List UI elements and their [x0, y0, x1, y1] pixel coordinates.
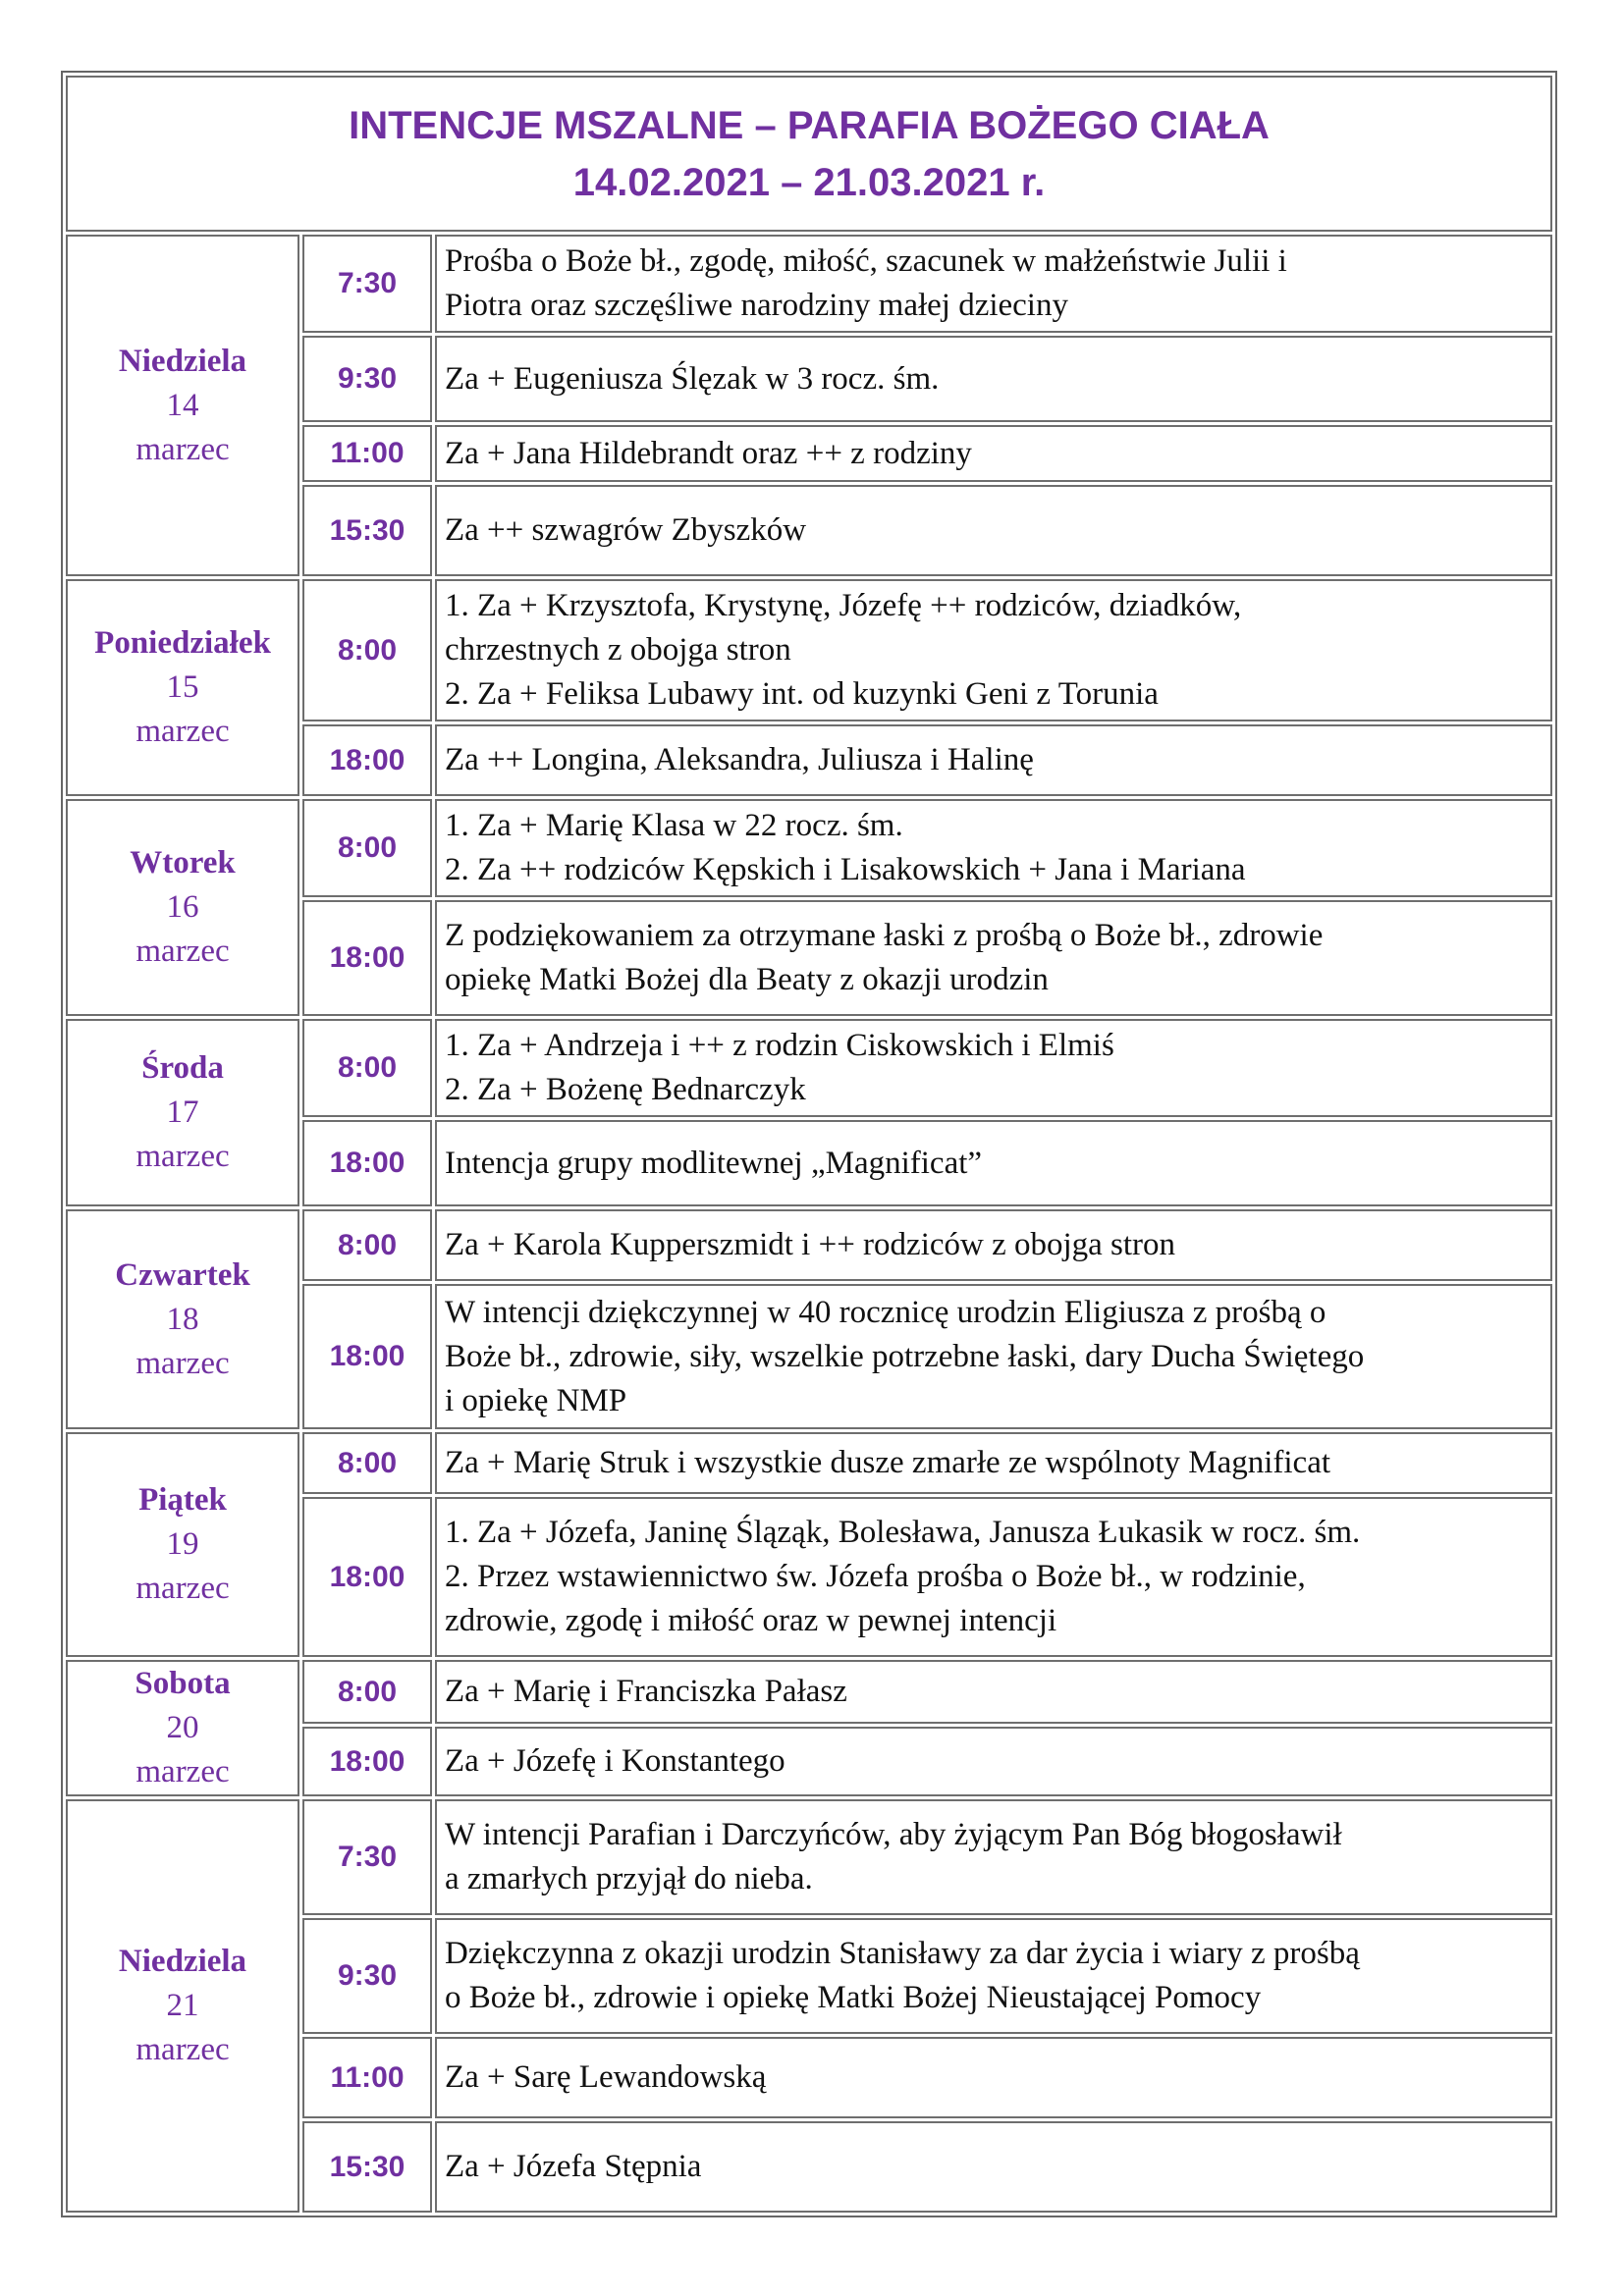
intention-text: W intencji dziękczynnej w 40 rocznicę urodzin Eligiusza z prośbą o — [445, 1294, 1326, 1330]
mass-time: 9:30 — [302, 336, 432, 422]
intention-text: Dziękczynna z okazji urodzin Stanisławy za dar życia i wiary z prośbą — [445, 1936, 1360, 1971]
mass-time: 18:00 — [302, 1120, 432, 1206]
intention-text: Za + Marię Struk i wszystkie dusze zmarłe ze wspólnoty Magnificat — [445, 1445, 1331, 1480]
day-num: 15 — [166, 669, 199, 705]
intention-cell — [435, 1727, 1552, 1796]
intention-cell — [435, 1209, 1552, 1281]
intention-cell — [435, 1918, 1552, 2034]
intention-text: Za ++ szwagrów Zbyszków — [445, 512, 807, 548]
intention-text: Za + Marię i Franciszka Pałasz — [445, 1674, 847, 1710]
mass-time: 8:00 — [302, 1209, 432, 1281]
mass-time: 8:00 — [302, 579, 432, 721]
intention-cell — [435, 900, 1552, 1016]
day-name: Wtorek — [130, 845, 236, 881]
intention-cell — [435, 1019, 1552, 1117]
intention-text: Za + Karola Kupperszmidt i ++ rodziców z obojga stron — [445, 1227, 1176, 1262]
intention-text: i opiekę NMP — [445, 1382, 627, 1418]
date-range: 14.02.2021 – 21.03.2021 r. — [572, 160, 1046, 204]
table-row — [66, 235, 1552, 333]
day-cell — [66, 1209, 299, 1429]
day-month: marzec — [135, 1754, 230, 1789]
day-name: Poniedziałek — [94, 625, 271, 661]
day-num: 19 — [166, 1526, 199, 1562]
day-num: 18 — [166, 1301, 199, 1337]
day-name: Niedziela — [118, 1944, 247, 1979]
intention-text: 2. Za + Feliksa Lubawy int. od kuzynki Geni z Torunia — [445, 676, 1159, 712]
table-row — [66, 1660, 1552, 1724]
intention-cell — [435, 2037, 1552, 2118]
intention-text: 1. Za + Józefa, Janinę Śląząk, Bolesława, Janusza Łukasik w rocz. śm. — [445, 1515, 1361, 1550]
intention-text: o Boże bł., zdrowie i opiekę Matki Bożej Nieustającej Pomocy — [445, 1980, 1262, 2015]
table-row — [66, 1432, 1552, 1494]
day-month: marzec — [135, 1571, 230, 1606]
day-cell — [66, 1660, 299, 1796]
intention-text: 1. Za + Marię Klasa w 22 rocz. śm. — [445, 808, 903, 843]
table-row — [66, 799, 1552, 897]
table-body — [66, 76, 1552, 2213]
title-cell — [66, 76, 1552, 232]
intention-text: W intencji Parafian i Darczyńców, aby żyjącym Pan Bóg błogosławił — [445, 1817, 1342, 1852]
intention-text: 2. Za ++ rodziców Kępskich i Lisakowskich + Jana i Mariana — [445, 852, 1246, 887]
day-cell — [66, 1019, 299, 1206]
mass-time: 8:00 — [302, 1432, 432, 1494]
table-row — [66, 1799, 1552, 1915]
intention-cell — [435, 485, 1552, 576]
intention-text: Za + Jana Hildebrandt oraz ++ z rodziny — [445, 435, 972, 471]
intention-text: opiekę Matki Bożej dla Beaty z okazji urodzin — [445, 962, 1049, 997]
intention-cell — [435, 235, 1552, 333]
intention-cell — [435, 1432, 1552, 1494]
day-month: marzec — [135, 1345, 230, 1381]
intention-cell — [435, 1497, 1552, 1657]
intention-text: Intencja grupy modlitewnej „Magnificat” — [445, 1145, 983, 1181]
intention-cell — [435, 579, 1552, 721]
intention-cell — [435, 799, 1552, 897]
mass-time: 18:00 — [302, 724, 432, 796]
day-month: marzec — [135, 1139, 230, 1174]
intention-text: chrzestnych z obojga stron — [445, 632, 791, 667]
day-name: Niedziela — [118, 343, 247, 379]
intention-text: 2. Przez wstawiennictwo św. Józefa prośba o Boże bł., w rodzinie, — [445, 1559, 1306, 1594]
day-num: 21 — [166, 1988, 199, 2023]
day-num: 14 — [166, 387, 199, 423]
day-num: 20 — [166, 1710, 199, 1745]
mass-time: 8:00 — [302, 1019, 432, 1117]
day-cell — [66, 1799, 299, 2213]
intention-text: 1. Za + Andrzeja i ++ z rodzin Ciskowskich i Elmiś — [445, 1028, 1114, 1063]
intention-cell — [435, 425, 1552, 482]
intention-text: Za + Józefa Stępnia — [445, 2149, 702, 2184]
intention-text: Prośba o Boże bł., zgodę, miłość, szacunek w małżeństwie Julii i — [445, 243, 1287, 279]
intention-text: Za + Sarę Lewandowską — [445, 2059, 767, 2095]
mass-time: 18:00 — [302, 900, 432, 1016]
table-row — [66, 1019, 1552, 1117]
intention-cell — [435, 336, 1552, 422]
day-name: Piątek — [138, 1482, 227, 1518]
intention-text: 1. Za + Krzysztofa, Krystynę, Józefę ++ rodziców, dziadków, — [445, 588, 1242, 623]
day-name: Środa — [141, 1050, 224, 1086]
mass-time: 15:30 — [302, 485, 432, 576]
mass-intentions-table — [61, 71, 1557, 2217]
day-num: 16 — [166, 889, 199, 925]
table-row — [66, 1209, 1552, 1281]
intention-text: Za + Eugeniusza Ślęzak w 3 rocz. śm. — [445, 360, 940, 397]
intention-cell — [435, 1799, 1552, 1915]
intention-text: Za ++ Longina, Aleksandra, Juliusza i Halinę — [445, 742, 1034, 777]
day-month: marzec — [135, 431, 230, 467]
day-month: marzec — [135, 2032, 230, 2067]
mass-time: 9:30 — [302, 1918, 432, 2034]
intention-text: Piotra oraz szczęśliwe narodziny małej dzieciny — [445, 288, 1068, 323]
day-num: 17 — [166, 1095, 199, 1130]
intention-cell — [435, 1284, 1552, 1429]
mass-time: 7:30 — [302, 235, 432, 333]
intention-text: 2. Za + Bożenę Bednarczyk — [445, 1072, 806, 1107]
intention-cell — [435, 1120, 1552, 1206]
intention-text: zdrowie, zgodę i miłość oraz w pewnej intencji — [445, 1603, 1057, 1638]
day-name: Sobota — [135, 1666, 231, 1701]
table-row — [66, 579, 1552, 721]
intention-cell — [435, 724, 1552, 796]
mass-time: 18:00 — [302, 1497, 432, 1657]
mass-time: 11:00 — [302, 2037, 432, 2118]
day-month: marzec — [135, 934, 230, 969]
page-title: INTENCJE MSZALNE – PARAFIA BOŻEGO CIAŁA — [349, 103, 1270, 147]
mass-time: 7:30 — [302, 1799, 432, 1915]
mass-time: 18:00 — [302, 1727, 432, 1796]
day-month: marzec — [135, 714, 230, 749]
day-name: Czwartek — [115, 1256, 250, 1293]
mass-time: 11:00 — [302, 425, 432, 482]
title-row — [66, 76, 1552, 232]
day-cell — [66, 1432, 299, 1657]
day-cell — [66, 799, 299, 1016]
day-cell — [66, 579, 299, 796]
mass-time: 15:30 — [302, 2121, 432, 2213]
mass-time: 8:00 — [302, 1660, 432, 1724]
intention-text: a zmarłych przyjął do nieba. — [445, 1861, 813, 1896]
intention-text: Boże bł., zdrowie, siły, wszelkie potrzebne łaski, dary Ducha Świętego — [445, 1338, 1365, 1374]
intention-text: Za + Józefę i Konstantego — [445, 1743, 785, 1780]
mass-time: 18:00 — [302, 1284, 432, 1429]
intention-cell — [435, 2121, 1552, 2213]
mass-time: 8:00 — [302, 799, 432, 897]
day-cell — [66, 235, 299, 576]
intention-text: Z podziękowaniem za otrzymane łaski z prośbą o Boże bł., zdrowie — [445, 918, 1324, 953]
intention-cell — [435, 1660, 1552, 1724]
